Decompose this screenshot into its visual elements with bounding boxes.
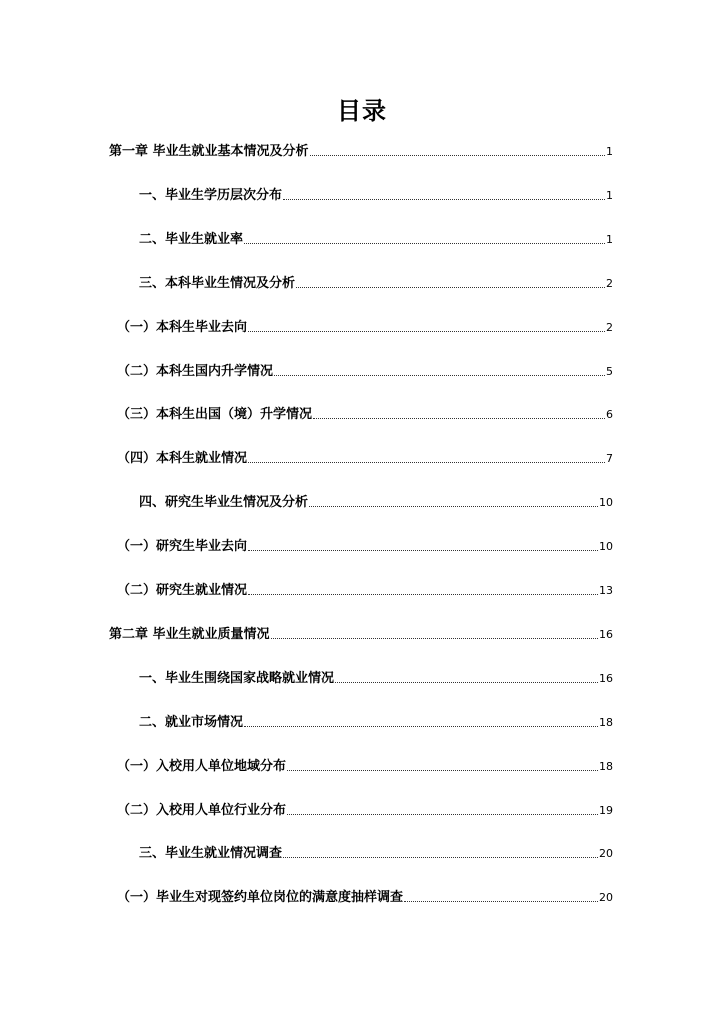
toc-dot-leader [287,770,598,771]
toc-dot-leader [248,594,598,595]
toc-entry[interactable] [109,623,613,643]
toc-dot-leader [248,331,605,332]
toc-entry[interactable] [117,799,613,819]
toc-entry-text: （二）研究生就业情况 [117,583,248,598]
toc-entry[interactable] [117,755,613,775]
toc-dot-leader [296,287,605,288]
toc-entry-text: （一）研究生毕业去向 [117,539,248,555]
toc-page-number: 2 [606,320,613,334]
toc-entry-text: 二、就业市场情况 [139,714,244,730]
toc-dot-leader [335,682,598,683]
toc-entry-text: 二、毕业生就业率 [139,231,244,247]
toc-page-number: 16 [599,671,613,685]
toc-page-number: 13 [599,584,613,597]
toc-page-number: 20 [599,891,613,905]
toc-entry[interactable] [117,360,613,380]
toc-page-number: 1 [606,145,613,158]
toc-dot-leader [283,199,605,200]
toc-title: 目录 [337,97,387,125]
toc-dot-leader [310,155,605,156]
toc-dot-leader [309,506,598,507]
toc-dot-leader [274,375,605,376]
toc-dot-leader [283,857,598,858]
toc-entry-text: （三）本科生出国（境）升学情况 [117,407,313,423]
toc-page-number: 1 [606,232,613,246]
toc-page-number: 18 [599,759,613,773]
toc-entry[interactable] [139,711,613,731]
toc-entry-text: （二）入校用人单位行业分布 [117,802,287,818]
toc-page-number: 19 [599,803,613,817]
toc-entry[interactable] [117,316,613,336]
toc-page-number: 10 [599,540,613,554]
toc-entry-text: （四）本科生就业情况 [117,451,248,467]
toc-page-number: 20 [599,847,613,861]
toc-entry[interactable] [109,140,613,160]
toc-entry-text: （一）入校用人单位地域分布 [117,758,287,774]
toc-entry-text: （二）本科生国内升学情况 [117,363,274,379]
toc-page-number: 10 [599,496,613,510]
toc-entry[interactable] [117,886,613,906]
toc-entry[interactable] [139,184,613,204]
toc-page-number: 2 [606,276,613,290]
toc-dot-leader [271,638,598,639]
toc-entry[interactable] [139,272,613,292]
toc-dot-leader [404,901,598,902]
toc-dot-leader [244,243,605,244]
toc-entry-text: 第一章 毕业生就业基本情况及分析 [109,144,309,159]
toc-entry-text: 三、毕业生就业情况调查 [139,846,283,862]
toc-entry[interactable] [117,447,613,467]
toc-entry-text: 一、毕业生围绕国家战略就业情况 [139,670,335,686]
toc-dot-leader [313,418,605,419]
toc-entry[interactable] [117,403,613,423]
toc-entry-text: 一、毕业生学历层次分布 [139,187,283,203]
toc-entry-text: （一）毕业生对现签约单位岗位的满意度抽样调查 [117,890,404,906]
toc-page-number: 5 [606,364,613,378]
toc-page-number: 6 [606,408,613,422]
toc-entry[interactable] [117,579,613,599]
toc-dot-leader [244,726,598,727]
toc-dot-leader [248,550,598,551]
toc-entry[interactable] [139,491,613,511]
toc-entry-text: （一）本科生毕业去向 [117,319,248,335]
toc-entry-text: 四、研究生毕业生情况及分析 [139,495,309,511]
toc-page-number: 16 [599,627,613,641]
toc-entry[interactable] [139,228,613,248]
toc-dot-leader [287,814,598,815]
toc-entry-text: 第二章 毕业生就业质量情况 [109,626,270,642]
toc-entry[interactable] [139,667,613,687]
toc-page-number: 18 [599,715,613,729]
toc-entry[interactable] [117,535,613,555]
toc-page-number: 7 [606,452,613,466]
toc-page-number: 1 [606,188,613,202]
toc-entry-text: 三、本科毕业生情况及分析 [139,275,296,291]
toc-dot-leader [248,462,605,463]
toc-entry[interactable] [139,842,613,862]
